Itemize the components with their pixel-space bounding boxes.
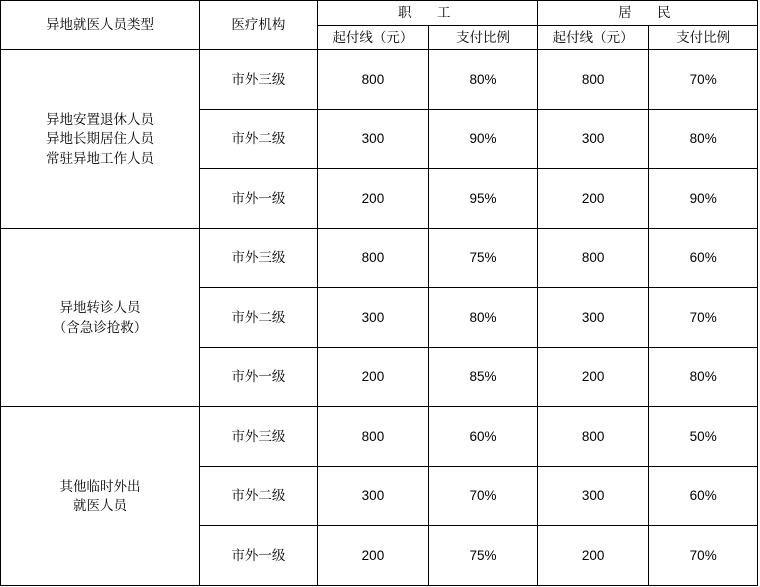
person-type-line: 异地长期居住人员 xyxy=(46,131,155,147)
header-group-employee: 职 工 xyxy=(317,1,537,26)
resident-ratio-cell: 90% xyxy=(649,169,758,229)
employee-deductible-cell: 200 xyxy=(317,526,429,586)
institution-cell: 市外三级 xyxy=(200,50,318,110)
resident-deductible-cell: 200 xyxy=(537,526,649,586)
employee-deductible-cell: 800 xyxy=(317,407,429,467)
person-type-line: 其他临时外出 xyxy=(59,478,141,494)
resident-deductible-cell: 300 xyxy=(537,109,649,169)
resident-ratio-cell: 50% xyxy=(649,407,758,467)
employee-ratio-cell: 90% xyxy=(429,109,538,169)
institution-cell: 市外三级 xyxy=(200,228,318,288)
table-row xyxy=(1,407,758,467)
employee-deductible-cell: 200 xyxy=(317,169,429,229)
institution-cell: 市外三级 xyxy=(200,407,318,467)
resident-ratio-cell: 70% xyxy=(649,288,758,348)
header-group-resident: 居 民 xyxy=(537,1,757,26)
institution-cell: 市外一级 xyxy=(200,526,318,586)
person-type-cell xyxy=(1,407,200,586)
institution-cell: 市外二级 xyxy=(200,288,318,348)
header-resident-ratio: 支付比例 xyxy=(649,25,758,50)
institution-cell: 市外二级 xyxy=(200,109,318,169)
person-type-cell xyxy=(1,228,200,407)
employee-ratio-cell: 70% xyxy=(429,466,538,526)
employee-deductible-cell: 300 xyxy=(317,466,429,526)
resident-deductible-cell: 800 xyxy=(537,228,649,288)
table-row xyxy=(1,50,758,110)
resident-ratio-cell: 70% xyxy=(649,526,758,586)
table-body xyxy=(1,50,758,586)
header-employee-deductible: 起付线（元） xyxy=(317,25,429,50)
header-resident-deductible: 起付线（元） xyxy=(537,25,649,50)
person-type-cell xyxy=(1,50,200,229)
resident-deductible-cell: 300 xyxy=(537,288,649,348)
person-type-line: 异地安置退休人员 xyxy=(46,111,155,127)
employee-ratio-cell: 95% xyxy=(429,169,538,229)
employee-ratio-cell: 85% xyxy=(429,347,538,407)
header-employee-ratio: 支付比例 xyxy=(429,25,538,50)
resident-ratio-cell: 80% xyxy=(649,109,758,169)
employee-ratio-cell: 80% xyxy=(429,288,538,348)
employee-ratio-cell: 80% xyxy=(429,50,538,110)
resident-ratio-cell: 60% xyxy=(649,228,758,288)
institution-cell: 市外二级 xyxy=(200,466,318,526)
person-type-line: 异地转诊人员 xyxy=(59,299,141,315)
employee-ratio-cell: 75% xyxy=(429,526,538,586)
table-header-row-1 xyxy=(1,1,758,26)
resident-ratio-cell: 80% xyxy=(649,347,758,407)
resident-deductible-cell: 300 xyxy=(537,466,649,526)
person-type-line: 常驻异地工作人员 xyxy=(46,150,155,166)
table-row xyxy=(1,228,758,288)
resident-ratio-cell: 60% xyxy=(649,466,758,526)
employee-deductible-cell: 200 xyxy=(317,347,429,407)
employee-ratio-cell: 60% xyxy=(429,407,538,467)
employee-deductible-cell: 300 xyxy=(317,109,429,169)
institution-cell: 市外一级 xyxy=(200,169,318,229)
header-medical-institution: 医疗机构 xyxy=(200,1,318,50)
resident-deductible-cell: 200 xyxy=(537,169,649,229)
resident-deductible-cell: 800 xyxy=(537,50,649,110)
table-header xyxy=(1,1,758,50)
resident-deductible-cell: 200 xyxy=(537,347,649,407)
employee-ratio-cell: 75% xyxy=(429,228,538,288)
person-type-line: （含急诊抢救） xyxy=(52,319,148,335)
header-person-type: 异地就医人员类型 xyxy=(1,1,200,50)
resident-deductible-cell: 800 xyxy=(537,407,649,467)
employee-deductible-cell: 800 xyxy=(317,228,429,288)
employee-deductible-cell: 800 xyxy=(317,50,429,110)
institution-cell: 市外一级 xyxy=(200,347,318,407)
employee-deductible-cell: 300 xyxy=(317,288,429,348)
resident-ratio-cell: 70% xyxy=(649,50,758,110)
person-type-line: 就医人员 xyxy=(73,498,128,514)
